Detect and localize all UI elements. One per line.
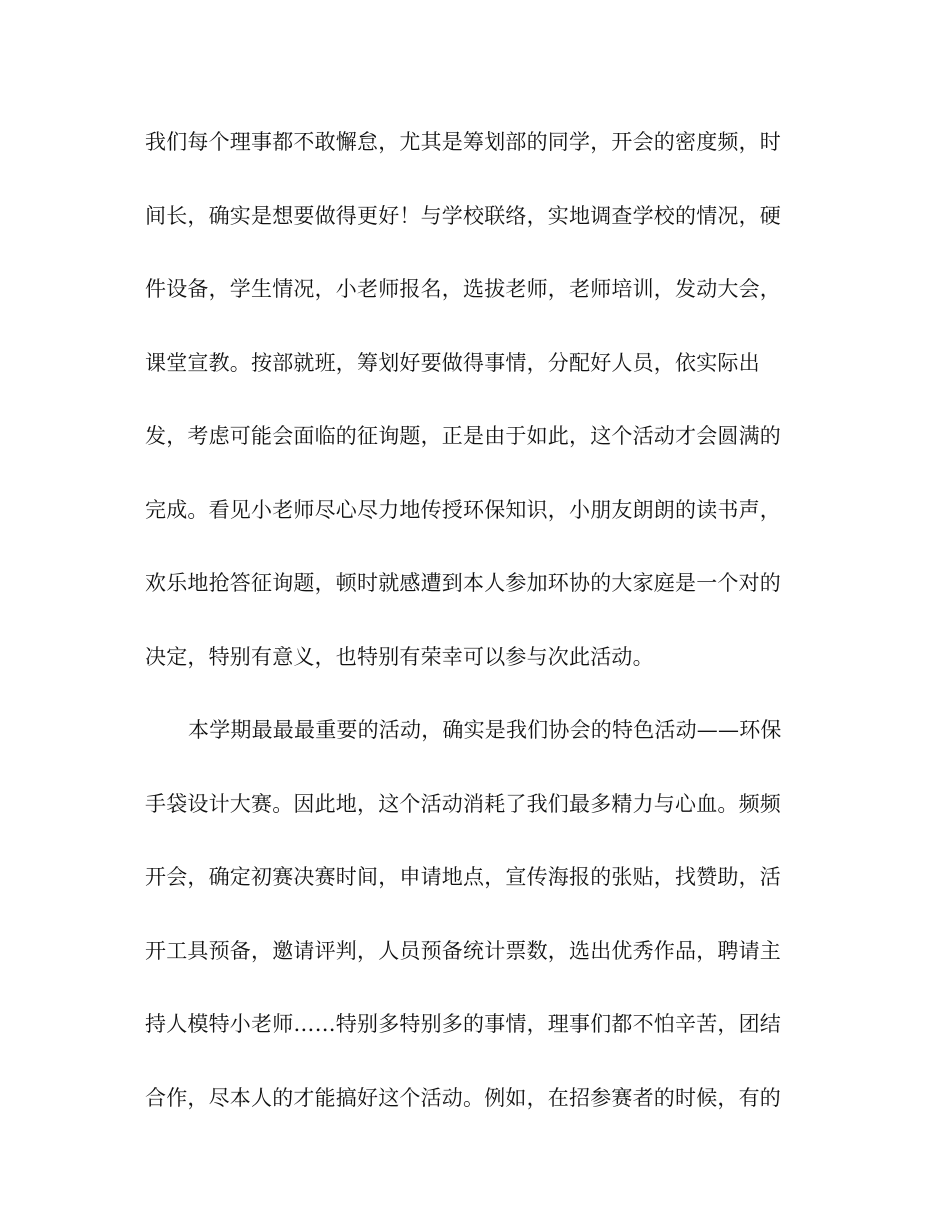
text-line-1: 我们每个理事都不敢懈怠，尤其是筹划部的同学，开会的密度频，时 <box>145 130 781 154</box>
text-line-11: 开会，确定初赛决赛时间，申请地点，宣传海报的张贴，找赞助，活 <box>145 865 781 889</box>
text-line-13: 持人模特小老师……特别多特别多的事情，理事们都不怕辛苦，团结 <box>145 1012 781 1036</box>
text-line-8: 决定，特别有意义，也特别有荣幸可以参与次此活动。 <box>145 645 654 669</box>
text-line-14: 合作，尽本人的才能搞好这个活动。例如，在招参赛者的时候，有的 <box>145 1086 781 1110</box>
text-line-3: 件设备，学生情况，小老师报名，选拔老师，老师培训，发动大会， <box>145 277 781 301</box>
text-line-4: 课堂宣教。按部就班，筹划好要做得事情，分配好人员，依实际出 <box>145 351 760 375</box>
paragraph-start-line: 本学期最最最重要的活动，确实是我们协会的特色活动——环保 <box>188 718 782 742</box>
text-line-5: 发，考虑可能会面临的征询题，正是由于如此，这个活动才会圆满的 <box>145 424 781 448</box>
text-line-2: 间长，确实是想要做得更好！与学校联络，实地调查学校的情况，硬 <box>145 204 781 228</box>
text-line-6: 完成。看见小老师尽心尽力地传授环保知识，小朋友朗朗的读书声， <box>145 498 781 522</box>
text-line-7: 欢乐地抢答征询题，顿时就感遭到本人参加环协的大家庭是一个对的 <box>145 571 781 595</box>
text-line-10: 手袋设计大赛。因此地，这个活动消耗了我们最多精力与心血。频频 <box>145 792 781 816</box>
text-line-12: 开工具预备，邀请评判，人员预备统计票数，选出优秀作品，聘请主 <box>145 939 781 963</box>
